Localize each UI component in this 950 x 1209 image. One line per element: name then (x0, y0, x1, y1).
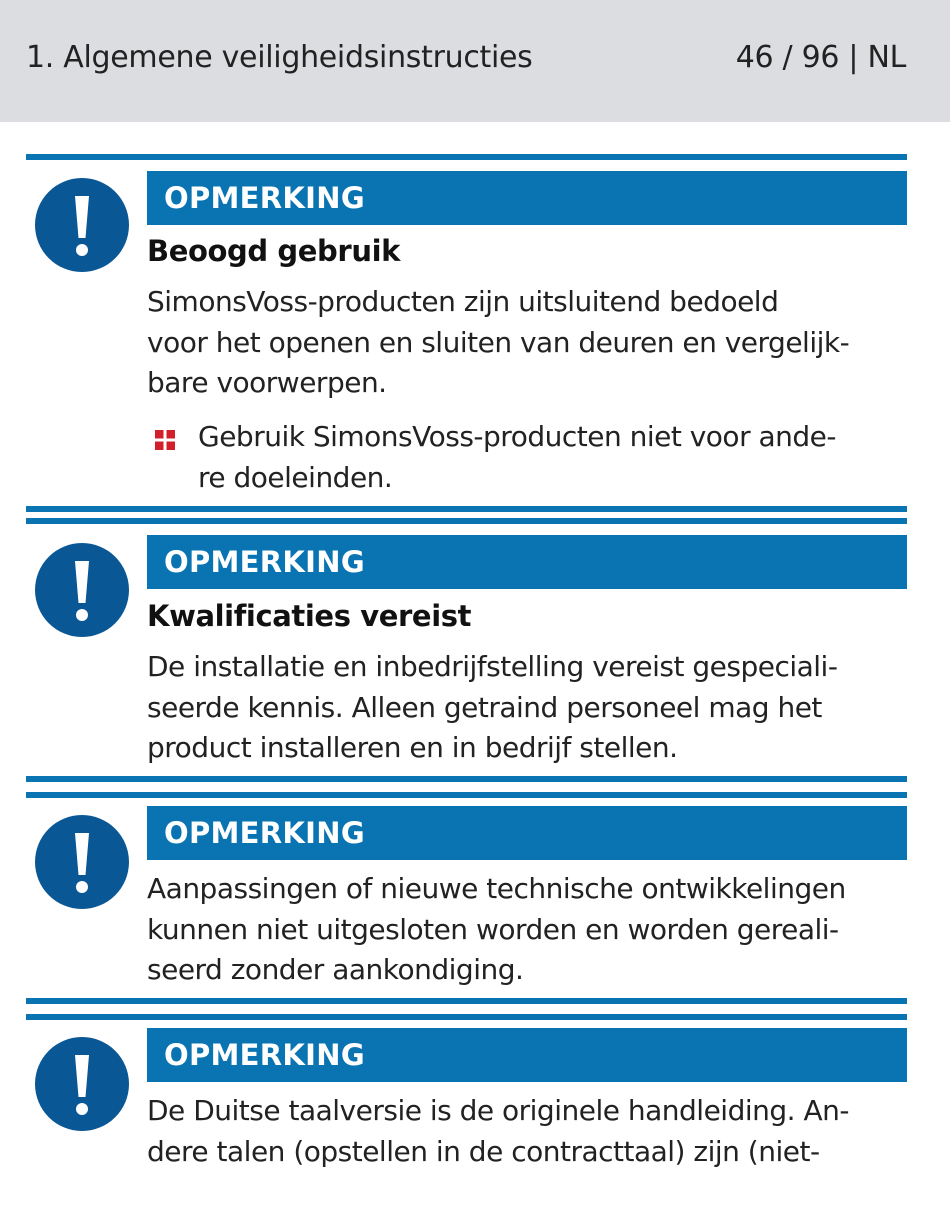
body-line: De installatie en inbedrijfstelling vereist gespeciali- (147, 650, 838, 683)
notice-bottom-rule (26, 506, 907, 512)
body-line: product installeren en in bedrijf stellen. (147, 731, 678, 764)
body-line: voor het openen en sluiten van deuren en vergelijk- (147, 325, 850, 359)
page-indicator: 46 / 96 | NL (735, 40, 906, 75)
notice-modifications (26, 792, 907, 1010)
notice-top-rule (26, 792, 907, 798)
notice-title: Beoogd gebruik (147, 234, 400, 268)
notice-label: OPMERKING (147, 171, 907, 225)
notice-body (147, 647, 907, 769)
section-title: 1. Algemene veiligheidsinstructies (26, 40, 533, 75)
notice-top-rule (26, 154, 907, 160)
bullet-text (198, 417, 910, 498)
bullet-square-icon (155, 430, 175, 450)
notice-bottom-rule (26, 998, 907, 1004)
notice-label: OPMERKING (147, 1028, 907, 1082)
exclamation-icon (35, 1037, 129, 1131)
notice-bottom-rule (26, 776, 907, 782)
exclamation-icon (35, 815, 129, 909)
body-line: kunnen niet uitgesloten worden en worden gereali- (147, 912, 839, 946)
notice-top-rule (26, 1014, 907, 1020)
notice-top-rule (26, 518, 907, 524)
body-line: seerde kennis. Alleen getraind personeel mag het (147, 690, 822, 724)
page-header (0, 0, 950, 122)
notice-qualifications (26, 518, 907, 788)
notice-intended-use (26, 154, 907, 526)
body-line: SimonsVoss-producten zijn uitsluitend bedoeld (147, 285, 779, 318)
exclamation-icon (35, 178, 129, 272)
notice-body (147, 282, 907, 404)
body-line: seerd zonder aankondiging. (147, 953, 524, 986)
exclamation-icon (35, 543, 129, 637)
body-line: bare voorwerpen. (147, 366, 387, 399)
notice-body (147, 1091, 907, 1172)
body-line: De Duitse taalversie is de originele handleiding. An- (147, 1094, 849, 1127)
bullet-line: re doeleinden. (198, 460, 393, 494)
body-line: Aanpassingen of nieuwe technische ontwikkelingen (147, 872, 846, 905)
notice-body (147, 869, 907, 991)
bullet-line: Gebruik SimonsVoss-producten niet voor ande- (198, 420, 836, 453)
notice-title: Kwalificaties vereist (147, 599, 472, 633)
notice-label: OPMERKING (147, 535, 907, 589)
notice-language (26, 1014, 907, 1209)
body-line: dere talen (opstellen in de contracttaal) zijn (niet- (147, 1134, 820, 1168)
notice-label: OPMERKING (147, 806, 907, 860)
